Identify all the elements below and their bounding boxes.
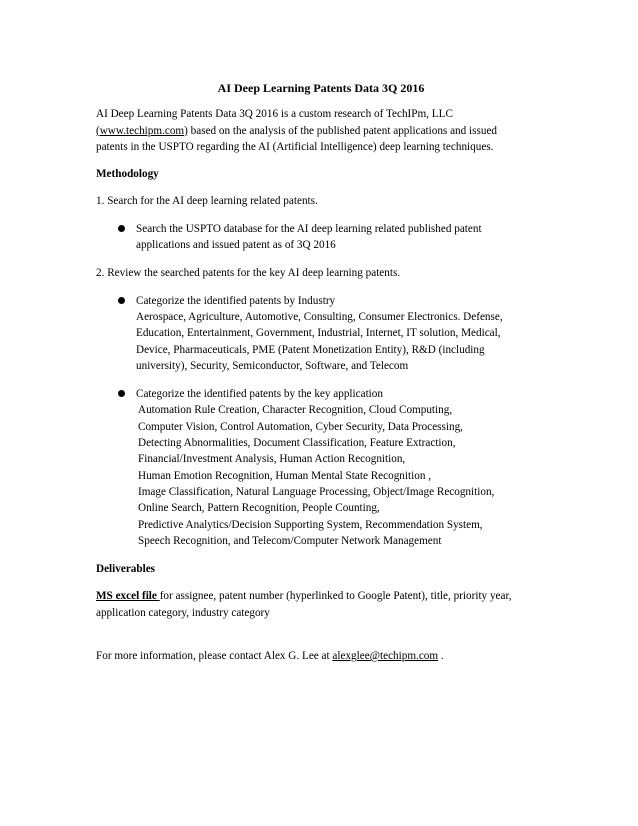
intro-line-3: patents in the USPTO regarding the AI (Artificial Intelligence) deep learning techniques.: [96, 140, 494, 153]
ms-excel-file-label: MS excel file: [96, 590, 160, 603]
contact-prefix: For more information, please contact Alex G. Lee at: [96, 650, 333, 663]
deliverables-heading: Deliverables: [96, 563, 156, 576]
bullet-dot-icon: [118, 390, 125, 397]
techipm-link[interactable]: (www.techipm.com): [96, 124, 188, 137]
document-page: [96, 80, 546, 675]
bullet-line: Speech Recognition, and Telecom/Computer Network Management: [138, 534, 442, 547]
email-link[interactable]: alexglee@techipm.com: [332, 650, 439, 663]
intro-line-2-rest: based on the analysis of the published patent applications and issued: [187, 124, 498, 137]
methodology-step-2: 2. Review the searched patents for the key AI deep learning patents.: [96, 267, 401, 280]
intro-line-2: [96, 123, 546, 139]
document-title: AI Deep Learning Patents Data 3Q 2016: [217, 81, 425, 95]
deliverables-line-2: application category, industry category: [96, 606, 270, 619]
deliverables-paragraph: [96, 588, 546, 621]
bullet-line: university), Security, Semiconductor, Software, and Telecom: [136, 359, 409, 372]
bullet-line: Image Classification, Natural Language Processing, Object/Image Recognition,: [138, 485, 495, 498]
bullet-line: Device, Pharmaceuticals, PME (Patent Monetization Entity), R&D (including: [136, 343, 485, 356]
deliverables-line-1: [96, 588, 546, 604]
bullet-categorize-application: [96, 386, 546, 549]
intro-line-1: AI Deep Learning Patents Data 3Q 2016 is a custom research of TechIPm, LLC: [96, 108, 453, 121]
intro-paragraph: [96, 106, 546, 155]
spacer: [96, 632, 546, 648]
bullet-categorize-industry: [96, 293, 546, 374]
bullet-line: Online Search, Pattern Recognition, People Counting,: [138, 502, 380, 515]
bullet-dot-icon: [118, 297, 125, 304]
contact-paragraph: [96, 648, 546, 664]
bullet-line: Detecting Abnormalities, Document Classification, Feature Extraction,: [138, 437, 456, 450]
methodology-heading: Methodology: [96, 168, 159, 181]
contact-suffix: .: [438, 650, 444, 663]
deliverables-line-1-rest: for assignee, patent number (hyperlinked to Google Patent), title, priority year,: [159, 590, 512, 603]
bullet-search-uspto: [96, 221, 546, 254]
bullet-line: Human Emotion Recognition, Human Mental State Recognition ,: [138, 469, 432, 482]
bullet-line: Categorize the identified patents by Industry: [136, 294, 336, 307]
bullet-line: Automation Rule Creation, Character Recognition, Cloud Computing,: [138, 404, 453, 417]
bullet-dot-icon: [118, 225, 125, 232]
bullet-line: Categorize the identified patents by the key application: [136, 388, 383, 401]
bullet-line: applications and issued patent as of 3Q 2016: [136, 239, 336, 252]
bullet-line: Predictive Analytics/Decision Supporting System, Recommendation System,: [138, 518, 483, 531]
bullet-line: Financial/Investment Analysis, Human Action Recognition,: [138, 453, 406, 466]
bullet-line: Search the USPTO database for the AI deep learning related published patent: [136, 222, 482, 235]
bullet-line: Education, Entertainment, Government, Industrial, Internet, IT solution, Medical,: [136, 327, 501, 340]
methodology-step-1: 1. Search for the AI deep learning related patents.: [96, 195, 318, 208]
bullet-line: Computer Vision, Control Automation, Cyber Security, Data Processing,: [138, 420, 463, 433]
bullet-line: Aerospace, Agriculture, Automotive, Consulting, Consumer Electronics. Defense,: [136, 310, 503, 323]
